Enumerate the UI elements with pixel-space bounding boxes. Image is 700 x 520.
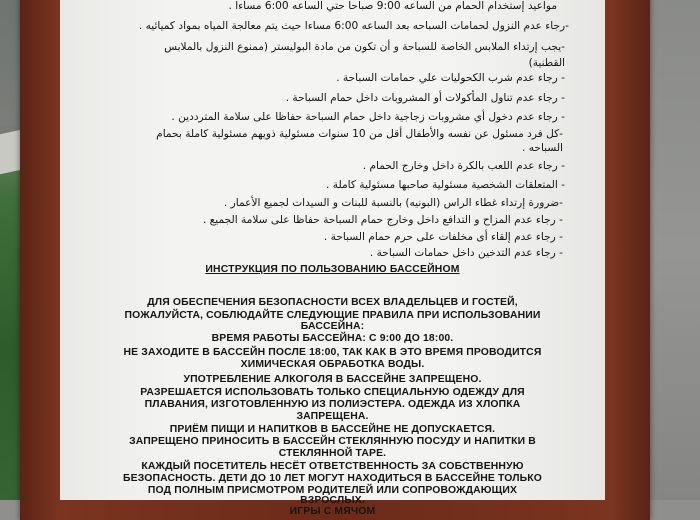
- arabic-rule: - رجاء عدم شرب الكحوليات علي حمامات السباحة .: [336, 72, 565, 84]
- arabic-rule: - رجاء عدم التدخين داخل حمامات السباحة .: [369, 247, 563, 259]
- russian-line: ЗАПРЕЩЕНА.: [296, 411, 369, 422]
- russian-line: ИГРЫ С МЯЧОМ: [289, 506, 376, 517]
- arabic-rule: - رجاء عدم إلقاء أى مخلفات على حرم حمام السباحة .: [323, 231, 563, 243]
- russian-line: СТЕКЛЯННОЙ ТАРЕ.: [278, 448, 387, 459]
- russian-line: ЗАПРЕЩЕНО ПРИНОСИТЬ В БАССЕЙН СТЕКЛЯННУЮ ПОСУДУ И НАПИТКИ В: [129, 436, 536, 447]
- arabic-rule: - رجاء عدم دخول أي مشروبات زجاجية داخل حمام السباحة حفاظا على سلامة المترددين .: [171, 111, 565, 123]
- russian-line: ХИМИЧЕСКАЯ ОБРАБОТКА ВОДЫ.: [240, 359, 425, 370]
- arabic-rule: - رجاء عدم تناول المأكولات أو المشروبات داخل حمام السباحة .: [285, 92, 565, 104]
- russian-line: БАССЕЙНА:: [300, 321, 365, 332]
- arabic-rule: -رجاء عدم النزول لحمامات السباحه بعد الساعه 6:00 مساءا حيث يتم معالجة المياه بمواد كميائيه .: [138, 20, 569, 32]
- arabic-rule: -ضرورة إرتداء غطاء الراس (البونيه) بالنسبة للبنات و السيدات لجميع الأعمار .: [223, 197, 563, 209]
- russian-line: ПРИЁМ ПИЩИ И НАПИТКОВ В БАССЕЙНЕ НЕ ДОПУСКАЕТСЯ.: [169, 424, 496, 435]
- arabic-rule: مواعيد إستخدام الحمام من الساعه 9:00 صباحا حتي الساعه 6:00 مساءا .: [228, 0, 557, 12]
- russian-line: НЕ ЗАХОДИТЕ В БАССЕЙН ПОСЛЕ 18:00, ТАК КАК В ЭТО ВРЕМЯ ПРОВОДИТСЯ: [123, 347, 542, 358]
- arabic-rule: -كل فرد مسئول عن نفسه والأطفال أقل من 10 سنوات مسئولية ذويهم مسئولية كاملة بحمام: [156, 128, 563, 140]
- russian-line: ВЗРОСЛЫХ.: [300, 495, 365, 506]
- russian-line: ВРЕМЯ РАБОТЫ БАССЕЙНА: С 9:00 ДО 18:00.: [211, 333, 454, 344]
- russian-line: БЕЗОПАСНОСТЬ. ДЕТИ ДО 10 ЛЕТ МОГУТ НАХОДИТЬСЯ В БАССЕЙНЕ ТОЛЬКО: [123, 473, 542, 484]
- arabic-rule: - رجاء عدم المزاح و التدافع داخل وخارج حمام السباحة حفاظا على سلامة الجميع .: [202, 214, 563, 226]
- russian-title: ИНСТРУКЦИЯ ПО ПОЛЬЗОВАНИЮ БАССЕЙНОМ: [205, 264, 460, 275]
- russian-line: ПОЖАЛУЙСТА, СОБЛЮДАЙТЕ СЛЕДУЮЩИЕ ПРАВИЛА ПРИ ИСПОЛЬЗОВАНИИ: [124, 310, 541, 321]
- russian-line: КАЖДЫЙ ПОСЕТИТЕЛЬ НЕСЁТ ОТВЕТСТВЕННОСТЬ ЗА СОБСТВЕННУЮ: [141, 461, 524, 472]
- arabic-rule: - رجاء عدم اللعب بالكرة داخل وخارج الحمام .: [362, 160, 565, 172]
- russian-line: ПЛАВАНИЯ, ИЗГОТОВЛЕННУЮ ИЗ ПОЛИЭСТЕРА. ОДЕЖДА ИЗ ХЛОПКА: [144, 399, 521, 410]
- russian-line: УПОТРЕБЛЕНИЕ АЛКОГОЛЯ В БАССЕЙНЕ ЗАПРЕЩЕНО.: [183, 374, 482, 385]
- sign-board: [60, 0, 605, 517]
- arabic-rule: القطنية): [528, 57, 565, 69]
- russian-line: ДЛЯ ОБЕСПЕЧЕНИЯ БЕЗОПАСНОСТИ ВСЕХ ВЛАДЕЛЬЦЕВ И ГОСТЕЙ,: [147, 297, 518, 308]
- arabic-rule: -يجب إرتداء الملابس الخاصة للسباحة و أن تكون من مادة البوليستر (ممنوع النزول بالملابس: [164, 41, 565, 53]
- arabic-rule: - المتعلقات الشخصية مسئولية صاحبها مسئولية كاملة .: [326, 179, 565, 191]
- russian-line: РАЗРЕШАЕТСЯ ИСПОЛЬЗОВАТЬ ТОЛЬКО СПЕЦИАЛЬНУЮ ОДЕЖДУ ДЛЯ: [140, 387, 525, 398]
- arabic-rule: السباحه .: [521, 142, 563, 154]
- russian-line: ПОД ПОЛНЫМ ПРИСМОТРОМ РОДИТЕЛЕЙ ИЛИ СОПРОВОЖДАЮЩИХ: [147, 485, 518, 496]
